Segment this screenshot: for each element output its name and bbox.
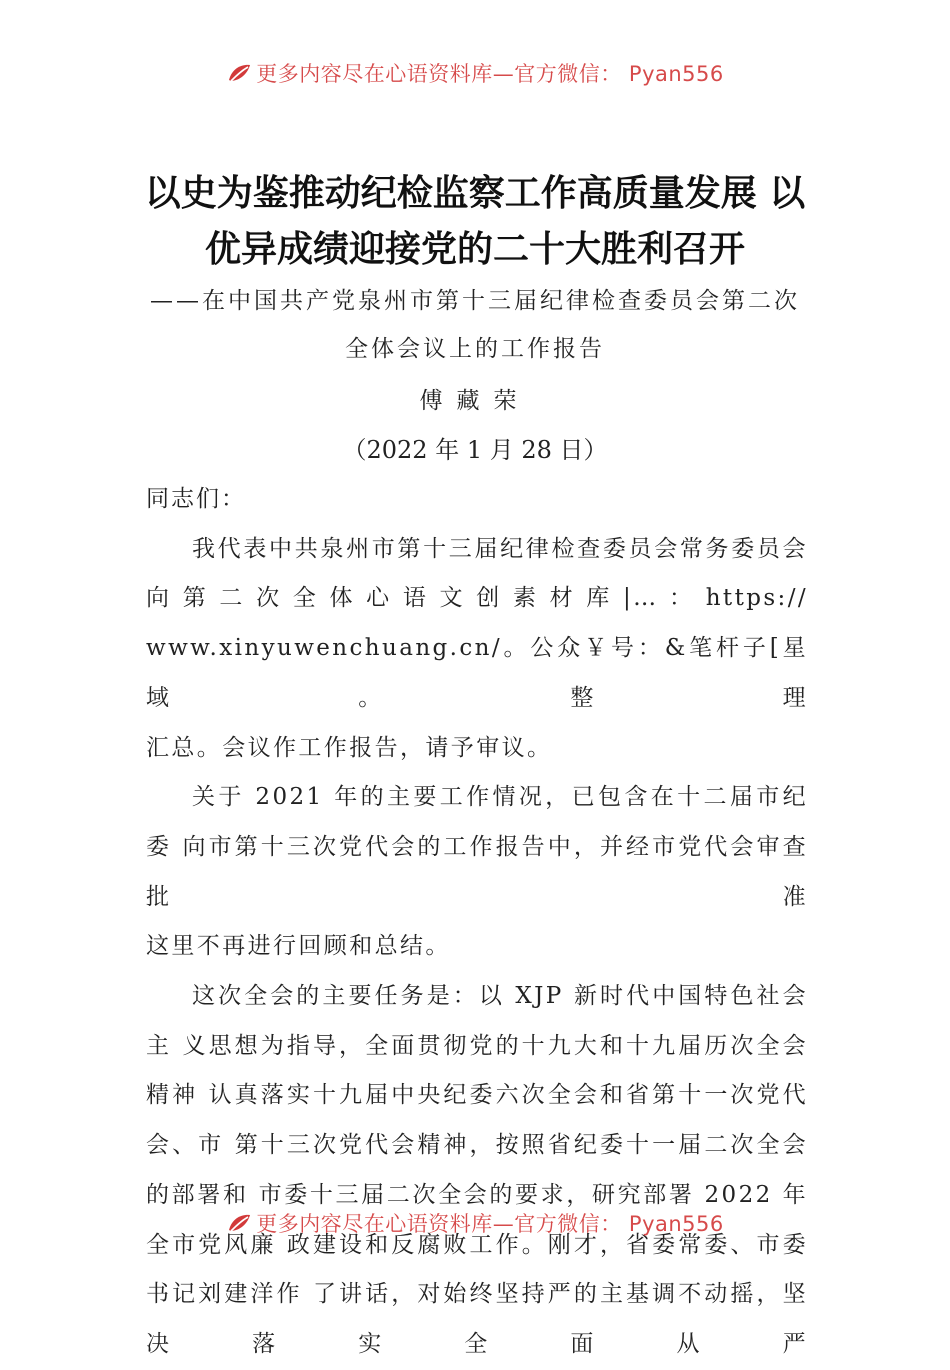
paragraph-line: 向市第十三次党代会的工作报告中，并经市党代会审查批准 [146,833,808,910]
leaf-logo-icon [226,1212,252,1234]
paragraph-3 [146,972,808,1370]
leaf-logo-icon [226,62,252,84]
paragraph-line: 政建设和反腐败工作。刚才，省委常委、市委书记刘建洋作 [146,1231,809,1308]
watermark-text: 更多内容尽在心语资料库—官方微信： Pyan556 [256,1212,724,1236]
report-date: （2022 年 1 月 28 日） [342,436,608,464]
watermark-header [0,58,950,88]
paragraph-2 [146,773,808,972]
paragraph-line: 关于 2021 年的主要工作情况，已包含在十二届市纪委 [146,784,808,860]
watermark-footer [0,1208,950,1238]
greeting: 同志们： [146,486,246,512]
paragraph-line: 汇总。会议作工作报告，请予审议。 [146,734,553,761]
paragraph-line: 认真落实十九届中央纪委六次全会和省第十一次党代会、市 [146,1082,808,1159]
paragraph-line: 我代表中共泉州市第十三届纪律检查委员会常务委员会 [192,535,808,562]
paragraph-line: 市委十三届二次全会的要求，研究部署 2022 年全市党风廉 [146,1181,808,1258]
paragraph-line: 这次全会的主要任务是：以 XJP 新时代中国特色社会主 [146,983,808,1059]
paragraph-line: 了讲话，对始终坚持严的主基调不动摇，坚决落实全面从严 [146,1281,808,1357]
paragraph-line: 向 第 二 次 全 体 心 语 文 创 素 材 库 |… ： https:// [146,585,808,612]
paragraph-line: 这里不再进行回顾和总结。 [146,933,451,960]
paragraph-line: www.xinyuwenchuang.cn/。公众￥号：&笔杆子[星域。整理 [146,635,808,711]
document-title: 以史为鉴推动纪检监察工作高质量发展 以优异成绩迎接党的二十大胜利召开 [144,173,806,270]
watermark-text: 更多内容尽在心语资料库—官方微信： Pyan556 [256,62,724,86]
paragraph-line: 义思想为指导，全面贯彻党的十九大和十九届历次全会精神 [146,1032,808,1109]
document-subtitle-line2: 全体会议上的工作报告 [345,336,605,362]
paragraph-line: 第十三次党代会精神，按照省纪委十一届二次全会的部署和 [146,1132,808,1208]
author-name: 傅藏荣 [419,388,531,414]
document-subtitle-line1: ——在中国共产党泉州市第十三届纪律检查委员会第二次 [150,288,800,314]
paragraph-1 [146,525,808,774]
